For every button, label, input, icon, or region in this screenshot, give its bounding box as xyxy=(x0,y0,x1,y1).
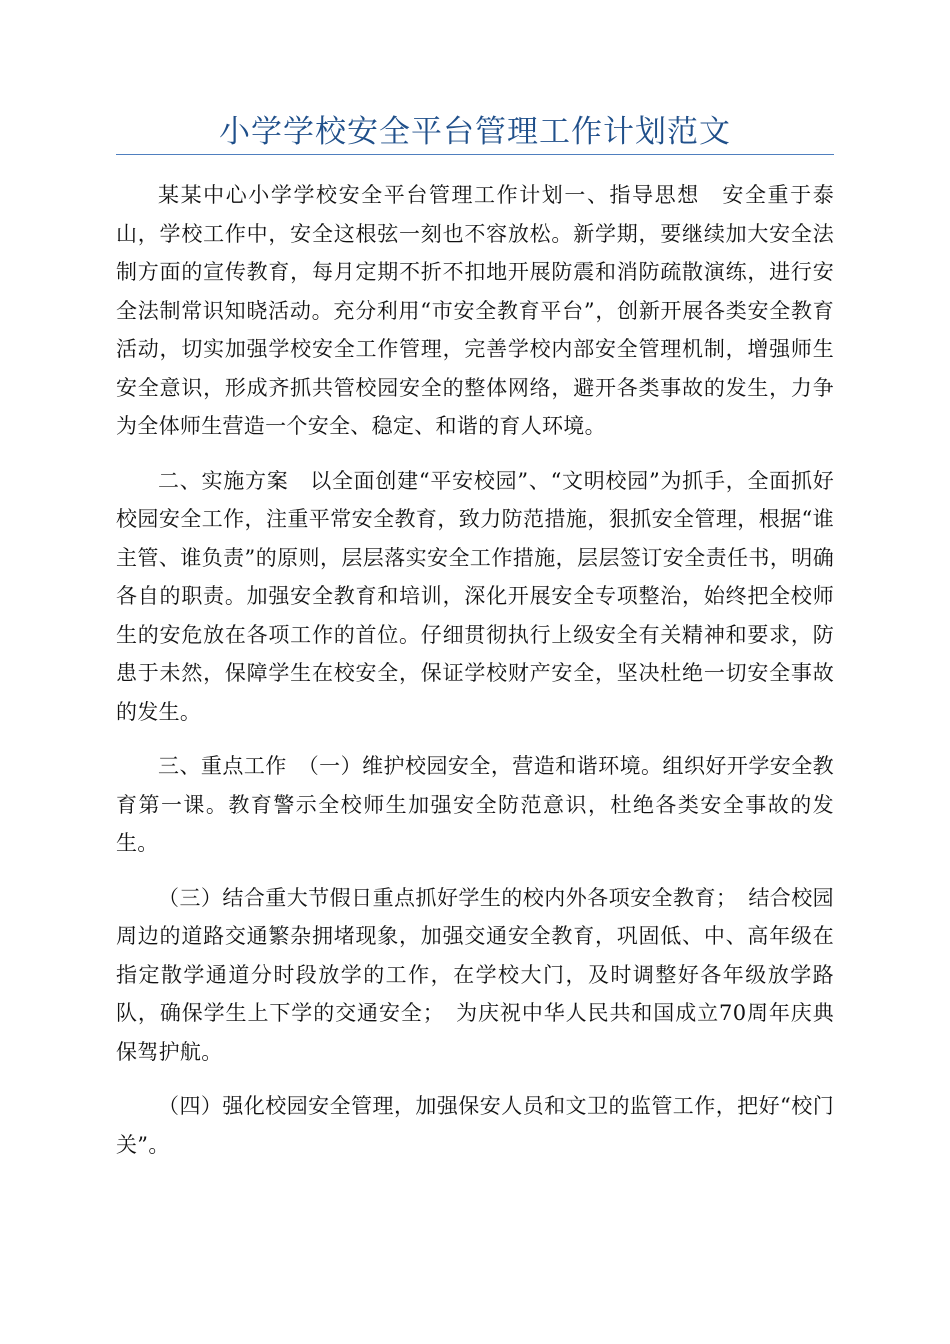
document-body xyxy=(116,176,834,1180)
title-underline xyxy=(116,154,834,155)
document-title: 小学学校安全平台管理工作计划范文 xyxy=(219,114,731,150)
paragraph-guiding-ideology: 某某中心小学学校安全平台管理工作计划一、指导思想 安全重于泰山，学校工作中，安全这根弦一刻也不容放松。新学期，要继续加大安全法制方面的宣传教育，每月定期不折不扣地开展防震和消防疏散演练，进行安全法制常识知晓活动。充分利用“市安全教育平台”，创新开展各类安全教育活动，切实加强学校安全工作管理，完善学校内部安全管理机制，增强师生安全意识，形成齐抓共管校园安全的整体网络，避开各类事故的发生，力争为全体师生营造一个安全、稳定、和谐的育人环境。 xyxy=(116,183,834,438)
paragraph-key-work: 三、重点工作 （一）维护校园安全，营造和谐环境。组织好开学安全教育第一课。教育警示全校师生加强安全防范意识，杜绝各类安全事故的发生。 xyxy=(116,754,834,855)
paragraph-implementation-plan: 二、实施方案 以全面创建“平安校园”、“文明校园”为抓手，全面抓好校园安全工作，注重平常安全教育，致力防范措施，狠抓安全管理，根据“谁主管、谁负责”的原则，层层落实安全工作措施，层层签订安全责任书，明确各自的职责。加强安全教育和培训，深化开展安全专项整治，始终把全校师生的安危放在各项工作的首位。仔细贯彻执行上级安全有关精神和要求，防患于未然，保障学生在校安全，保证学校财产安全，坚决杜绝一切安全事故的发生。 xyxy=(116,468,834,724)
paragraph-campus-management: （四）强化校园安全管理，加强保安人员和文卫的监管工作，把好“校门关”。 xyxy=(116,1094,834,1157)
paragraph-holiday-safety: （三）结合重大节假日重点抓好学生的校内外各项安全教育； 结合校园周边的道路交通繁杂拥堵现象，加强交通安全教育，巩固低、中、高年级在指定散学通道分时段放学的工作，在学校大门，及时调整好各年级放学路队，确保学生上下学的交通安全； 为庆祝中华人民共和国成立70周年庆典保驾护航。 xyxy=(116,885,834,1064)
